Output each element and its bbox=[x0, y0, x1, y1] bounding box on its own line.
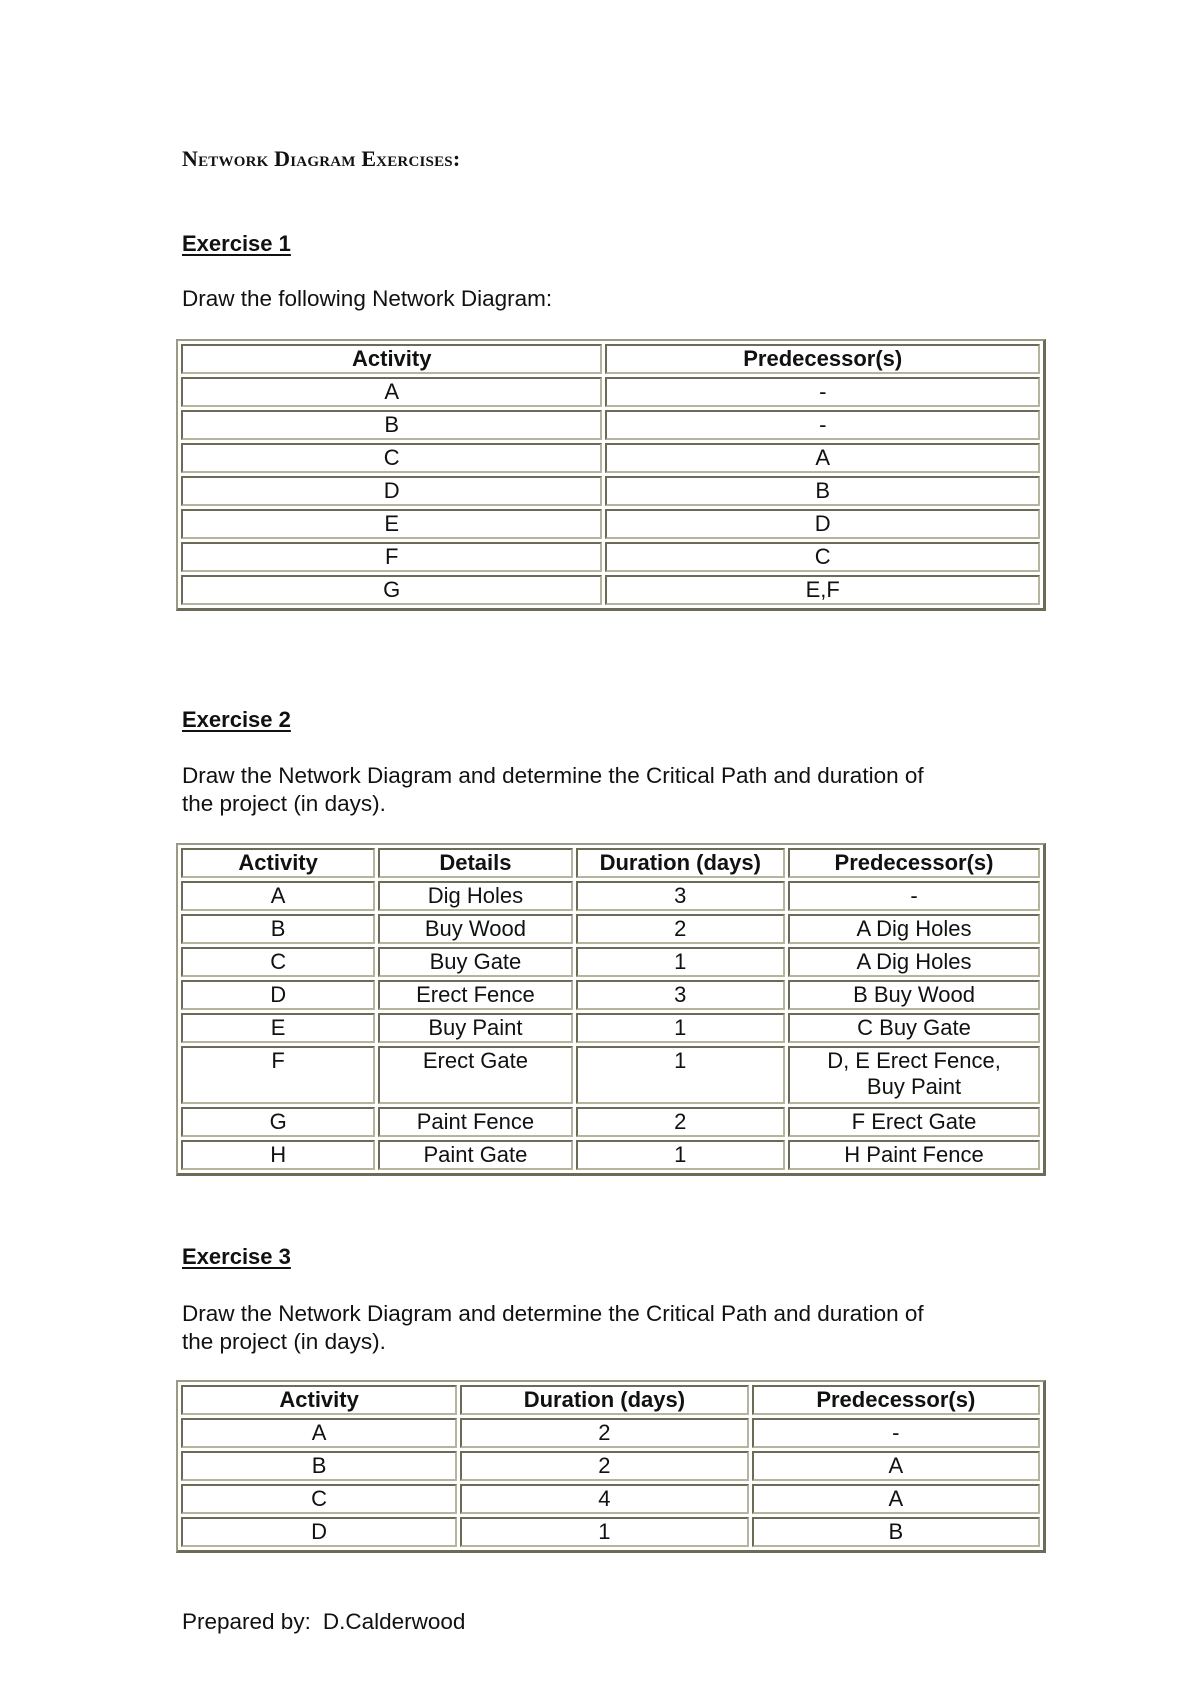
predecessor-line: Buy Paint bbox=[866, 1074, 962, 1099]
predecessor-cell: A Dig Holes bbox=[788, 914, 1040, 944]
duration-cell: 1 bbox=[576, 1140, 785, 1170]
exercise-3-instruction bbox=[182, 1300, 1022, 1356]
column-header-predecessors: Predecessor(s) bbox=[605, 344, 1040, 374]
exercise-2-heading: Exercise 2 bbox=[182, 707, 291, 732]
table-row bbox=[181, 947, 1040, 977]
table-row bbox=[181, 1107, 1040, 1137]
activity-cell: D bbox=[181, 476, 602, 506]
table-header-row bbox=[181, 1385, 1040, 1415]
column-header-duration: Duration (days) bbox=[460, 1385, 748, 1415]
details-cell: Buy Paint bbox=[378, 1013, 572, 1043]
column-header-duration: Duration (days) bbox=[576, 848, 785, 878]
predecessor-cell: B Buy Wood bbox=[788, 980, 1040, 1010]
table-row bbox=[181, 476, 1040, 506]
predecessor-cell: - bbox=[752, 1418, 1040, 1448]
exercise-1-instruction: Draw the following Network Diagram: bbox=[182, 286, 553, 311]
predecessor-cell: B bbox=[605, 476, 1040, 506]
details-cell: Buy Gate bbox=[378, 947, 572, 977]
table-row bbox=[181, 914, 1040, 944]
predecessor-cell: - bbox=[788, 881, 1040, 911]
duration-cell: 1 bbox=[576, 1013, 785, 1043]
predecessor-cell: C bbox=[605, 542, 1040, 572]
details-cell: Paint Fence bbox=[378, 1107, 572, 1137]
table-row bbox=[181, 1140, 1040, 1170]
table-row bbox=[181, 1418, 1040, 1448]
column-header-activity: Activity bbox=[181, 848, 375, 878]
exercise-3-heading: Exercise 3 bbox=[182, 1244, 291, 1269]
footer-label: Prepared by: bbox=[182, 1609, 311, 1634]
table-row bbox=[181, 443, 1040, 473]
exercise-3-table bbox=[176, 1380, 1046, 1553]
column-header-predecessors: Predecessor(s) bbox=[752, 1385, 1040, 1415]
details-cell: Buy Wood bbox=[378, 914, 572, 944]
activity-cell: B bbox=[181, 914, 375, 944]
predecessor-cell bbox=[788, 1046, 1040, 1104]
predecessor-cell: - bbox=[605, 410, 1040, 440]
instruction-line: Draw the Network Diagram and determine the Critical Path and duration of bbox=[182, 763, 924, 788]
details-cell: Erect Gate bbox=[378, 1046, 572, 1104]
activity-cell: A bbox=[181, 881, 375, 911]
column-header-activity: Activity bbox=[181, 1385, 457, 1415]
activity-cell: H bbox=[181, 1140, 375, 1170]
instruction-line: the project (in days). bbox=[182, 1329, 386, 1354]
duration-cell: 4 bbox=[460, 1484, 748, 1514]
duration-cell: 1 bbox=[460, 1517, 748, 1547]
table-row bbox=[181, 1517, 1040, 1547]
duration-cell: 2 bbox=[576, 914, 785, 944]
table-row bbox=[181, 377, 1040, 407]
exercise-1-heading: Exercise 1 bbox=[182, 231, 291, 256]
activity-cell: A bbox=[181, 377, 602, 407]
table-row bbox=[181, 980, 1040, 1010]
instruction-line: Draw the Network Diagram and determine the Critical Path and duration of bbox=[182, 1301, 924, 1326]
activity-cell: D bbox=[181, 1517, 457, 1547]
table-row bbox=[181, 542, 1040, 572]
table-row bbox=[181, 410, 1040, 440]
activity-cell: F bbox=[181, 542, 602, 572]
table-row bbox=[181, 1046, 1040, 1104]
duration-cell: 3 bbox=[576, 881, 785, 911]
table-header-row bbox=[181, 344, 1040, 374]
predecessor-cell: A Dig Holes bbox=[788, 947, 1040, 977]
activity-cell: A bbox=[181, 1418, 457, 1448]
activity-cell: C bbox=[181, 443, 602, 473]
column-header-predecessors: Predecessor(s) bbox=[788, 848, 1040, 878]
table-row bbox=[181, 575, 1040, 605]
duration-cell: 2 bbox=[576, 1107, 785, 1137]
details-cell: Dig Holes bbox=[378, 881, 572, 911]
table-row bbox=[181, 881, 1040, 911]
details-cell: Paint Gate bbox=[378, 1140, 572, 1170]
predecessor-cell: D bbox=[605, 509, 1040, 539]
exercise-2-table bbox=[176, 843, 1046, 1176]
predecessor-cell: - bbox=[605, 377, 1040, 407]
predecessor-cell: A bbox=[605, 443, 1040, 473]
page-title: Network Diagram Exercises: bbox=[182, 146, 461, 171]
exercise-2-instruction bbox=[182, 762, 1022, 818]
activity-cell: E bbox=[181, 509, 602, 539]
column-header-activity: Activity bbox=[181, 344, 602, 374]
activity-cell: C bbox=[181, 1484, 457, 1514]
activity-cell: B bbox=[181, 410, 602, 440]
exercise-1-table bbox=[176, 339, 1046, 611]
activity-cell: D bbox=[181, 980, 375, 1010]
details-cell: Erect Fence bbox=[378, 980, 572, 1010]
table-header-row bbox=[181, 848, 1040, 878]
activity-cell: B bbox=[181, 1451, 457, 1481]
table-row bbox=[181, 1451, 1040, 1481]
duration-cell: 3 bbox=[576, 980, 785, 1010]
table-row bbox=[181, 1013, 1040, 1043]
predecessor-cell: B bbox=[752, 1517, 1040, 1547]
duration-cell: 1 bbox=[576, 1046, 785, 1104]
activity-cell: G bbox=[181, 1107, 375, 1137]
predecessor-cell: F Erect Gate bbox=[788, 1107, 1040, 1137]
predecessor-cell: C Buy Gate bbox=[788, 1013, 1040, 1043]
predecessor-cell: A bbox=[752, 1451, 1040, 1481]
column-header-details: Details bbox=[378, 848, 572, 878]
footer bbox=[182, 1609, 465, 1635]
predecessor-cell: H Paint Fence bbox=[788, 1140, 1040, 1170]
duration-cell: 2 bbox=[460, 1418, 748, 1448]
activity-cell: G bbox=[181, 575, 602, 605]
predecessor-line: D, E Erect Fence, bbox=[827, 1048, 1001, 1073]
table-row bbox=[181, 1484, 1040, 1514]
table-row bbox=[181, 509, 1040, 539]
instruction-line: the project (in days). bbox=[182, 791, 386, 816]
predecessor-cell: A bbox=[752, 1484, 1040, 1514]
footer-author: D.Calderwood bbox=[322, 1609, 466, 1634]
duration-cell: 2 bbox=[460, 1451, 748, 1481]
activity-cell: F bbox=[181, 1046, 375, 1104]
predecessor-cell: E,F bbox=[605, 575, 1040, 605]
activity-cell: C bbox=[181, 947, 375, 977]
duration-cell: 1 bbox=[576, 947, 785, 977]
activity-cell: E bbox=[181, 1013, 375, 1043]
